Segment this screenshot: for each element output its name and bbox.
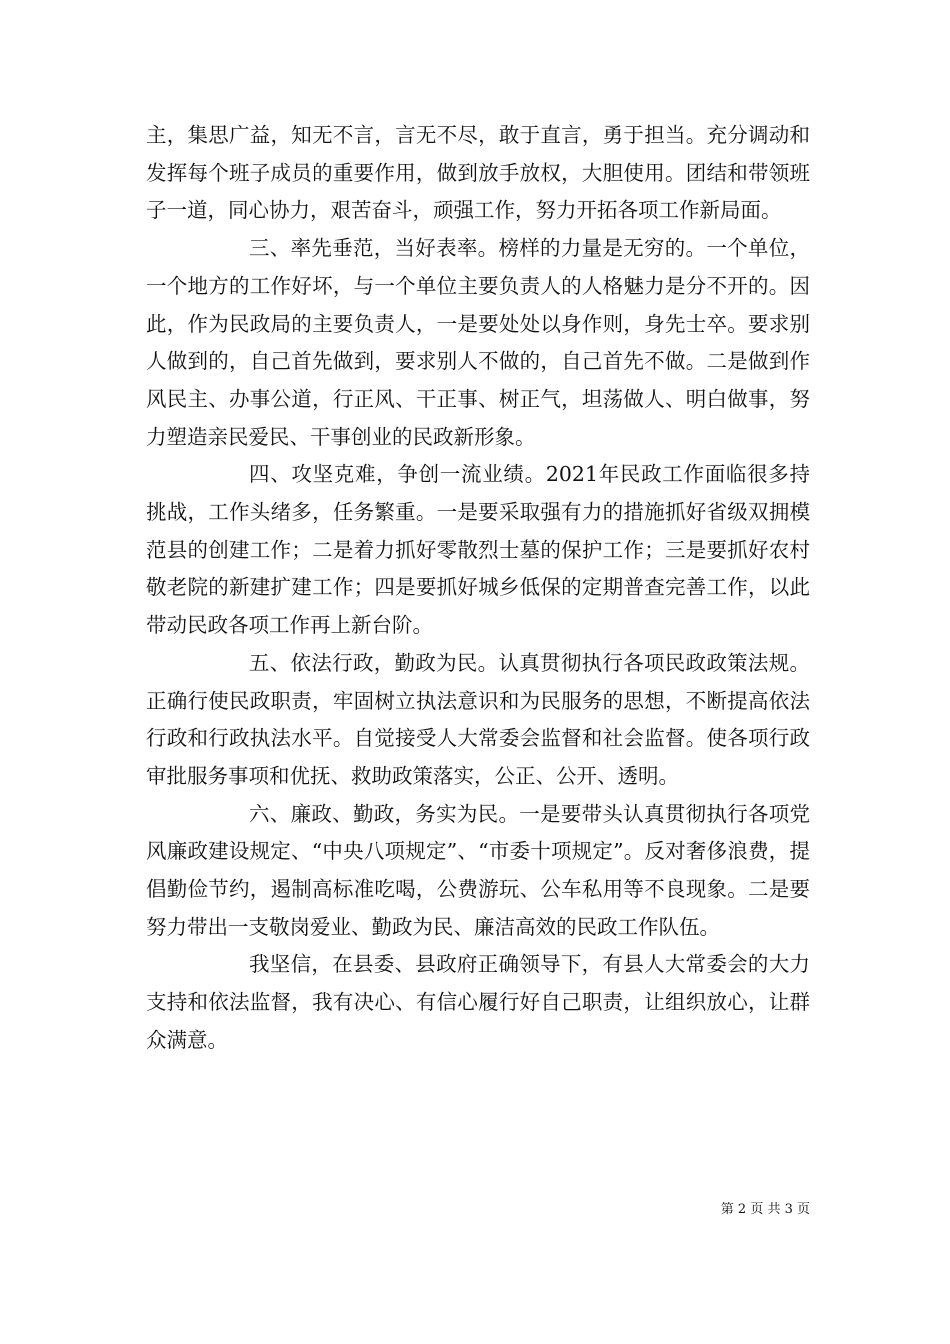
paragraph-conclusion: 我坚信，在县委、县政府正确领导下，有县人大常委会的大力支持和依法监督，我有决心、有信心履行好自己职责，让组织放心，让群众满意。 <box>146 952 810 1052</box>
paragraph-section-3: 三、率先垂范，当好表率。榜样的力量是无穷的。一个单位，一个地方的工作好坏，与一个单位主要负责人的人格魅力是分不开的。因此，作为民政局的主要负责人，一是要处处以身作则，身先士卒。要求别人做到的，自己首先做到，要求别人不做的，自己首先不做。二是做到作风民主、办事公道，行正风、干正事、树正气，坦荡做人、明白做事，努力塑造亲民爱民、干事创业的民政新形象。 <box>146 236 810 449</box>
paragraph-section-5: 五、依法行政，勤政为民。认真贯彻执行各项民政政策法规。正确行使民政职责，牢固树立执法意识和为民服务的思想，不断提高依法行政和行政执法水平。自觉接受人大常委会监督和社会监督。使各项行政审批服务事项和优抚、救助政策落实，公正、公开、透明。 <box>146 650 810 788</box>
paragraph-section-6: 六、廉政、勤政，务实为民。一是要带头认真贯彻执行各项党风廉政建设规定、“中央八项规定”、“市委十项规定”。反对奢侈浪费，提倡勤俭节约，遏制高标准吃喝，公费游玩、公车私用等不良现象。二是要努力带出一支敬岗爱业、勤政为民、廉洁高效的民政工作队伍。 <box>146 801 810 939</box>
document-body <box>146 117 810 1060</box>
paragraph-section-4: 四、攻坚克难，争创一流业绩。2021年民政工作面临很多持挑战，工作头绪多，任务繁重。一是要采取强有力的措施抓好省级双拥模范县的创建工作；二是着力抓好零散烈士墓的保护工作；三是要抓好农村敬老院的新建扩建工作；四是要抓好城乡低保的定期普查完善工作，以此带动民政各项工作再上新台阶。 <box>146 462 810 638</box>
paragraph-continuation: 主，集思广益，知无不言，言无不尽，敢于直言，勇于担当。充分调动和发挥每个班子成员的重要作用，做到放手放权，大胆使用。团结和带领班子一道，同心协力，艰苦奋斗，顽强工作，努力开拓各项工作新局面。 <box>146 123 810 223</box>
page-number-footer: 第 2 页 共 3 页 <box>720 1202 810 1217</box>
